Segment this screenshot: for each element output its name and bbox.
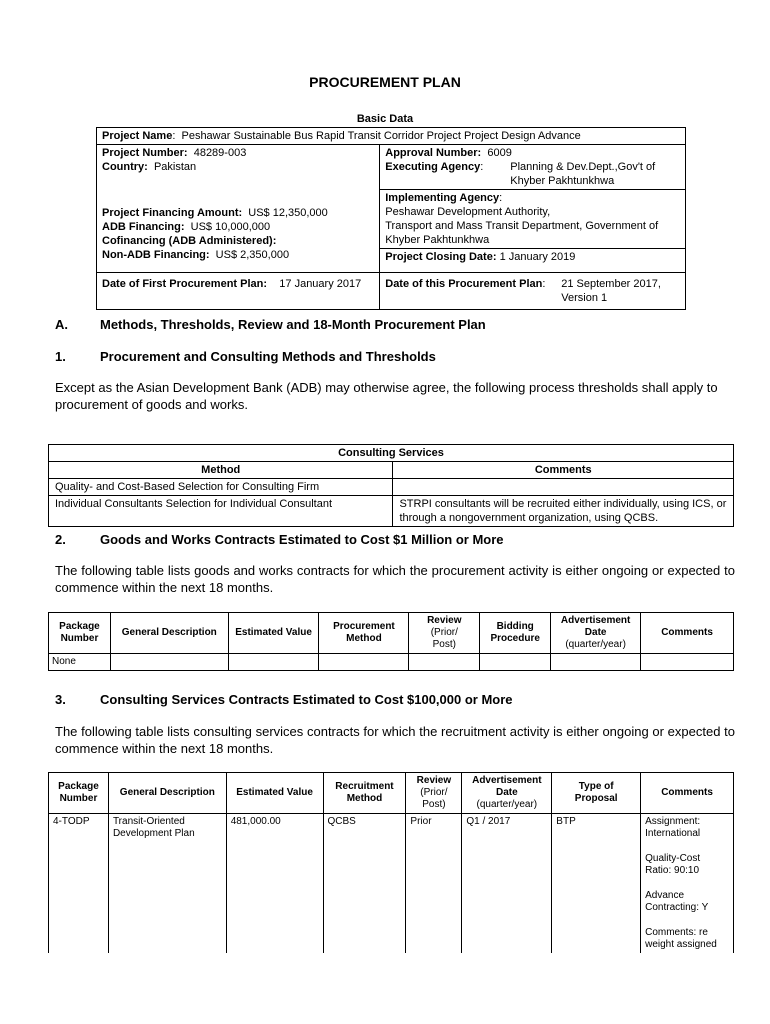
first-plan-cell — [97, 273, 380, 310]
project-number-label: Project Number: — [102, 147, 188, 159]
section-a-heading — [55, 317, 486, 332]
adb-financing-label: ADB Financing: — [102, 220, 185, 233]
basic-data-heading: Basic Data — [356, 113, 414, 125]
advance-contracting-comment: Advance Contracting: Y — [645, 890, 709, 913]
quality-cost-comment: Quality-Cost Ratio: 90:10 — [645, 853, 701, 876]
comments-header: Comments — [393, 462, 734, 479]
table-row — [49, 814, 734, 954]
description-cell: Transit-Oriented Development Plan — [108, 814, 226, 954]
section-3-number: 3. — [55, 692, 66, 707]
financing-amount-label: Project Financing Amount: — [102, 206, 243, 219]
recruitment-method-header: Recruitment Method — [323, 773, 406, 814]
consulting-contracts-table — [48, 772, 734, 953]
approval-agency-cell: Approval Number: 6009 Executing Agency: Planning & Dev.Dept.,Gov't of Khyber Pakhtunkhwa — [380, 145, 686, 190]
consulting-services-heading: Consulting Services — [49, 445, 734, 462]
comments-header: Comments — [641, 613, 734, 654]
method-cell: Individual Consultants Selection for Individual Consultant — [49, 496, 393, 527]
section-2-title: Goods and Works Contracts Estimated to Cost $1 Million or More — [100, 532, 504, 547]
financing-amount-value: US$ 12,350,000 — [248, 206, 328, 219]
comments-cell — [641, 814, 734, 954]
goods-paragraph: The following table lists goods and works contracts for which the procurement activity is either ongoing or expected to commence within the next 18 months. — [55, 563, 735, 595]
advertisement-date-header: Advertisement Date (quarter/year) — [462, 773, 552, 814]
goods-works-table — [48, 612, 734, 671]
non-adb-value: US$ 2,350,000 — [215, 248, 290, 261]
bidding-procedure-header: Bidding Procedure — [480, 613, 551, 654]
procurement-method-header: Procurement Method — [319, 613, 409, 654]
project-name-value: Peshawar Sustainable Bus Rapid Transit Corridor Project Project Design Advance — [181, 130, 581, 142]
review-header: Review (Prior/ Post) — [406, 773, 462, 814]
review-header: Review (Prior/ Post) — [409, 613, 480, 654]
closing-date-value: 1 January 2019 — [499, 251, 576, 263]
review-cell: Prior — [406, 814, 462, 954]
method-cell: QCBS — [323, 814, 406, 954]
none-cell: None — [49, 654, 111, 671]
financing-cell — [97, 190, 380, 273]
project-name-label: Project Name — [102, 130, 173, 142]
estimated-value-header: Estimated Value — [228, 613, 319, 654]
method-header: Method — [49, 462, 393, 479]
basic-data-table — [96, 127, 686, 310]
package-number-header: Package Number — [49, 613, 111, 654]
implementing-agency-label: Implementing Agency — [385, 192, 500, 204]
comments-comment: Comments: re weight assigned — [645, 927, 717, 950]
this-plan-value: 21 September 2017, — [561, 278, 661, 290]
section-3-heading — [55, 692, 513, 707]
cofinancing-label: Cofinancing (ADB Administered): — [102, 234, 277, 247]
country-label: Country: — [102, 161, 148, 173]
section-1-number: 1. — [55, 349, 66, 364]
country-value: Pakistan — [153, 161, 197, 173]
first-plan-value: 17 January 2017 — [279, 278, 362, 290]
adb-financing-value: US$ 10,000,000 — [190, 220, 271, 233]
section-1-title: Procurement and Consulting Methods and Thresholds — [100, 349, 436, 364]
type-of-proposal-header: Type of Proposal — [552, 773, 641, 814]
table-row — [49, 496, 734, 527]
method-cell: Quality- and Cost-Based Selection for Consulting Firm — [49, 479, 393, 496]
this-plan-label: Date of this Procurement Plan — [385, 278, 543, 290]
section-a-number: A. — [55, 317, 68, 332]
non-adb-label: Non-ADB Financing: — [102, 248, 210, 261]
section-1-heading — [55, 349, 436, 364]
page-title: PROCUREMENT PLAN — [309, 74, 461, 90]
date-cell: Q1 / 2017 — [462, 814, 552, 954]
comments-header: Comments — [641, 773, 734, 814]
approval-number-value: 6009 — [487, 147, 512, 159]
section-2-number: 2. — [55, 532, 66, 547]
approval-number-label: Approval Number: — [385, 147, 482, 159]
proposal-cell: BTP — [552, 814, 641, 954]
executing-agency-value: Planning & Dev.Dept.,Gov't of — [510, 161, 656, 173]
first-plan-label: Date of First Procurement Plan: — [102, 278, 268, 290]
project-name-cell: Project Name: Peshawar Sustainable Bus Rapid Transit Corridor Project Project Design Advance — [97, 128, 686, 145]
assignment-comment: Assignment: International — [645, 816, 701, 839]
consulting-paragraph: The following table lists consulting services contracts for which the recruitment activity is either ongoing or expected to commence within the next 18 months. — [55, 724, 735, 756]
table-row — [49, 479, 734, 496]
value-cell: 481,000.00 — [226, 814, 323, 954]
consulting-services-table — [48, 444, 734, 527]
implementing-cell: Implementing Agency: Peshawar Development Authority, Transport and Mass Transit Department, Government of Khyber Pakhtunkhwa Project Closing Date: 1 January 2019 — [380, 190, 686, 273]
advertisement-date-header: Advertisement Date (quarter/year) — [551, 613, 641, 654]
implementing-agency-value-3: Khyber Pakhtunkhwa — [385, 234, 490, 246]
implementing-agency-value: Peshawar Development Authority, — [385, 206, 551, 218]
closing-date-label: Project Closing Date: — [385, 251, 497, 263]
executing-agency-label: Executing Agency — [385, 161, 481, 173]
table-row — [49, 654, 734, 671]
comments-cell — [393, 479, 734, 496]
project-number-value: 48289-003 — [193, 147, 247, 159]
executing-agency-value-2: Khyber Pakhtunkhwa — [510, 175, 615, 187]
this-plan-cell: Date of this Procurement Plan: 21 September 2017, Version 1 — [380, 273, 686, 310]
comments-cell: STRPI consultants will be recruited either individually, using ICS, or through a nongovernment organization, using QCBS. — [393, 496, 734, 527]
estimated-value-header: Estimated Value — [226, 773, 323, 814]
package-cell: 4-TODP — [49, 814, 109, 954]
section-a-title: Methods, Thresholds, Review and 18-Month Procurement Plan — [100, 317, 486, 332]
intro-paragraph: Except as the Asian Development Bank (ADB) may otherwise agree, the following process thresholds shall apply to procurement of goods and works. — [55, 380, 718, 412]
section-2-heading — [55, 532, 504, 547]
project-number-cell — [97, 145, 380, 190]
package-number-header: Package Number — [49, 773, 109, 814]
this-plan-version: Version 1 — [561, 292, 608, 304]
implementing-agency-value-2: Transport and Mass Transit Department, Government of — [385, 220, 659, 232]
section-3-title: Consulting Services Contracts Estimated to Cost $100,000 or More — [100, 692, 513, 707]
general-description-header: General Description — [110, 613, 228, 654]
general-description-header: General Description — [108, 773, 226, 814]
